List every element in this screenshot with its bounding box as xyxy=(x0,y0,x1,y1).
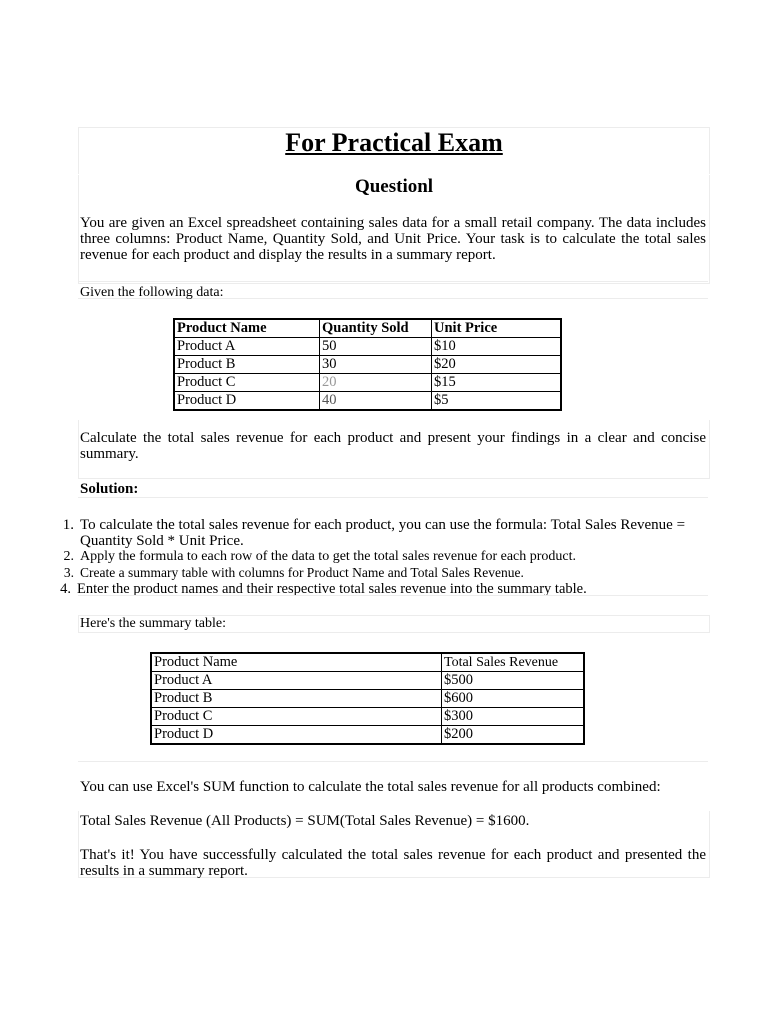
solution-label: Solution: xyxy=(80,481,139,497)
step-number: 2. xyxy=(63,549,74,564)
sum-formula: Total Sales Revenue (All Products) = SUM(Total Sales Revenue) = $1600. xyxy=(80,813,530,829)
cell-product: Product B xyxy=(174,356,320,374)
given-label: Given the following data: xyxy=(80,285,224,300)
table-row xyxy=(174,338,561,356)
list-item xyxy=(62,517,710,549)
step-text: Enter the product names and their respective total sales revenue into the summary table. xyxy=(77,581,587,597)
cell-product: Product D xyxy=(174,392,320,411)
sales-data-table xyxy=(173,318,562,411)
cell-product: Product B xyxy=(151,690,442,708)
cell-product: Product C xyxy=(151,708,442,726)
step-number: 4. xyxy=(60,581,71,597)
cell-product: Product C xyxy=(174,374,320,392)
header-total-sales-revenue: Total Sales Revenue xyxy=(442,653,585,672)
cell-quantity: 30 xyxy=(320,356,432,374)
cell-revenue: $500 xyxy=(442,672,585,690)
step-text: Apply the formula to each row of the data to get the total sales revenue for each product. xyxy=(80,549,577,564)
steps-divider xyxy=(78,595,708,596)
table-row xyxy=(151,708,584,726)
list-item xyxy=(63,565,710,581)
header-product-name: Product Name xyxy=(174,319,320,338)
sum-note: You can use Excel's SUM function to calculate the total sales revenue for all products combined: xyxy=(80,779,661,795)
question-heading: Questionl xyxy=(354,176,434,197)
table-row xyxy=(174,356,561,374)
cell-price: $20 xyxy=(432,356,562,374)
cell-quantity: 50 xyxy=(320,338,432,356)
summary-table xyxy=(150,652,585,745)
list-item xyxy=(63,549,710,565)
table-header-row xyxy=(174,319,561,338)
step-number: 3. xyxy=(63,565,74,580)
table-row xyxy=(174,392,561,411)
table-row xyxy=(174,374,561,392)
table-row xyxy=(151,690,584,708)
cell-revenue: $200 xyxy=(442,726,585,745)
step-number: 1. xyxy=(62,517,74,533)
cell-quantity: 40 xyxy=(320,392,432,411)
page-title: For Practical Exam xyxy=(285,128,503,157)
table-row xyxy=(151,672,584,690)
summary-label: Here's the summary table: xyxy=(80,616,226,631)
cell-quantity: 20 xyxy=(320,374,432,392)
header-unit-price: Unit Price xyxy=(432,319,562,338)
header-product-name: Product Name xyxy=(151,653,442,672)
cell-price: $5 xyxy=(432,392,562,411)
summary-divider xyxy=(78,761,708,762)
solution-divider xyxy=(78,497,708,498)
intro-paragraph: You are given an Excel spreadsheet containing sales data for a small retail company. The data includes three columns: Product Name, Quantity Sold, and Unit Price. Your task is to calculate the total sales revenue for each product and display the results in a summary report. xyxy=(80,215,706,263)
table-row xyxy=(151,726,584,745)
table-header-row xyxy=(151,653,584,672)
cell-price: $10 xyxy=(432,338,562,356)
header-quantity-sold: Quantity Sold xyxy=(320,319,432,338)
solution-steps xyxy=(60,515,710,597)
step-text: Create a summary table with columns for Product Name and Total Sales Revenue. xyxy=(80,565,524,580)
cell-revenue: $600 xyxy=(442,690,585,708)
cell-product: Product A xyxy=(151,672,442,690)
closing-paragraph: That's it! You have successfully calculated the total sales revenue for each product and presented the results in a summary report. xyxy=(80,847,706,879)
task-paragraph: Calculate the total sales revenue for each product and present your findings in a clear and concise summary. xyxy=(80,430,706,462)
cell-product: Product D xyxy=(151,726,442,745)
cell-product: Product A xyxy=(174,338,320,356)
cell-price: $15 xyxy=(432,374,562,392)
step-text: To calculate the total sales revenue for each product, you can use the formula: Total Sales Revenue = Quantity Sold * Unit Price. xyxy=(80,517,686,549)
cell-revenue: $300 xyxy=(442,708,585,726)
